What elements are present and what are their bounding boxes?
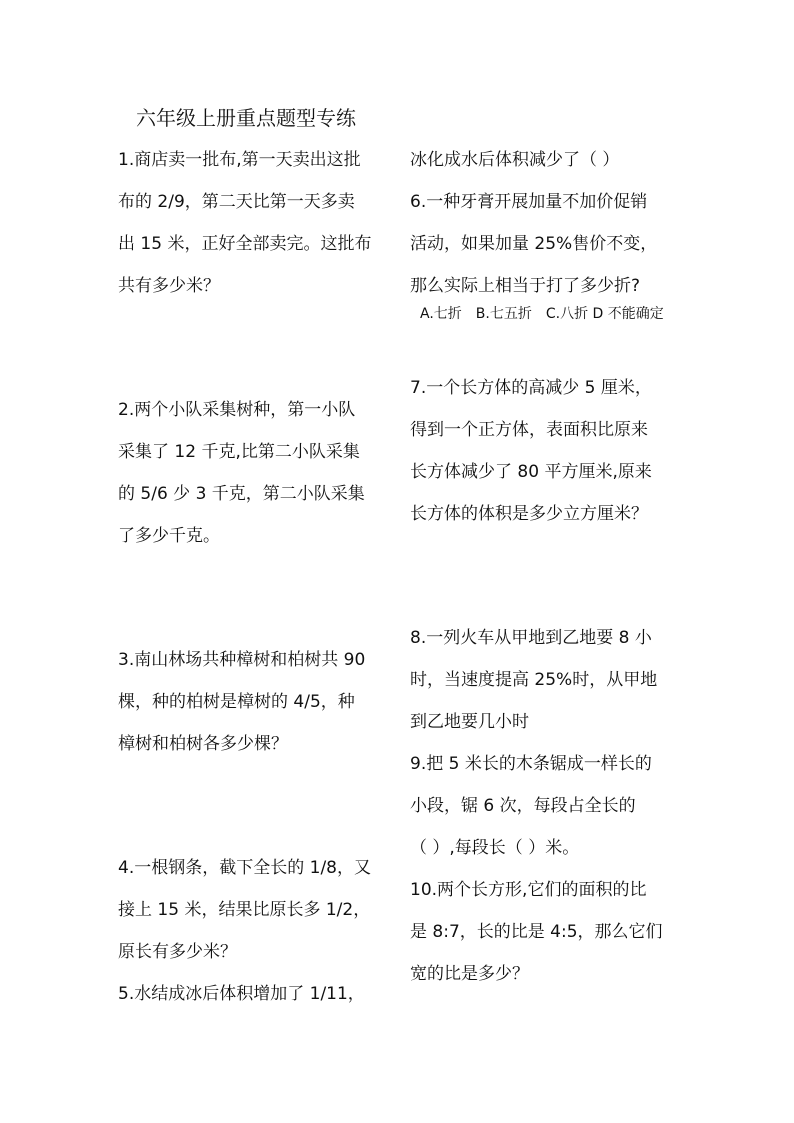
q2-line-4: 了多少千克。 [118,526,220,546]
q9-line-2: 小段，锯 6 次，每段占全长的 [410,796,636,816]
q7-line-2: 得到一个正方体，表面积比原来 [410,420,648,440]
q1-line-4: 共有多少米？ [118,276,220,296]
q6-option-a: A.七折 [420,306,462,322]
q1-line-3: 出 15 米，正好全部卖完。这批布 [118,234,372,254]
q4-line-2: 接上 15 米，结果比原长多 1/2， [118,900,371,920]
q8-line-3: 到乙地要几小时 [410,712,529,732]
q6-options [420,304,664,324]
q7-line-1: 7.一个长方体的高减少 5 厘米， [410,378,652,398]
q2-line-3: 的 5/6 少 3 千克，第二小队采集 [118,484,365,504]
page-title: 六年级上册重点题型专练 [136,106,356,130]
q2-line-2: 采集了 12 千克,比第二小队采集 [118,442,360,462]
q3-line-2: 棵，种的柏树是樟树的 4/5，种 [118,692,355,712]
q5-line-2: 冰化成水后体积减少了（ ） [410,150,620,170]
q8-line-2: 时，当速度提高 25%时，从甲地 [410,670,658,690]
q6-line-2: 活动，如果加量 25%售价不变， [410,234,658,254]
q5-line-1: 5.水结成冰后体积增加了 1/11， [118,984,365,1004]
q6-option-cd: C.八折 D 不能确定 [545,306,664,322]
q2-line-1: 2.两个小队采集树种，第一小队 [118,400,356,420]
q6-line-3: 那么实际上相当于打了多少折? [410,276,641,296]
q7-line-3: 长方体减少了 80 平方厘米,原来 [410,462,652,482]
q10-line-3: 宽的比是多少？ [410,964,529,984]
q10-line-2: 是 8:7，长的比是 4:5，那么它们 [410,922,663,942]
q6-option-b: B.七五折 [475,306,532,322]
q9-line-3: （ ）,每段长（ ）米。 [410,838,580,858]
q4-line-3: 原长有多少米？ [118,942,237,962]
q1-line-1: 1.商店卖一批布,第一天卖出这批 [118,150,361,170]
q1-line-2: 布的 2/9，第二天比第一天多卖 [118,192,355,212]
q9-line-1: 9.把 5 米长的木条锯成一样长的 [410,754,652,774]
q3-line-3: 樟树和柏树各多少棵？ [118,734,288,754]
q4-line-1: 4.一根钢条，截下全长的 1/8，又 [118,858,371,878]
q6-line-1: 6.一种牙膏开展加量不加价促销 [410,192,648,212]
q7-line-4: 长方体的体积是多少立方厘米？ [410,504,648,524]
q3-line-1: 3.南山林场共种樟树和柏树共 90 [118,650,366,670]
q8-line-1: 8.一列火车从甲地到乙地要 8 小 [410,628,652,648]
q10-line-1: 10.两个长方形,它们的面积的比 [410,880,647,900]
